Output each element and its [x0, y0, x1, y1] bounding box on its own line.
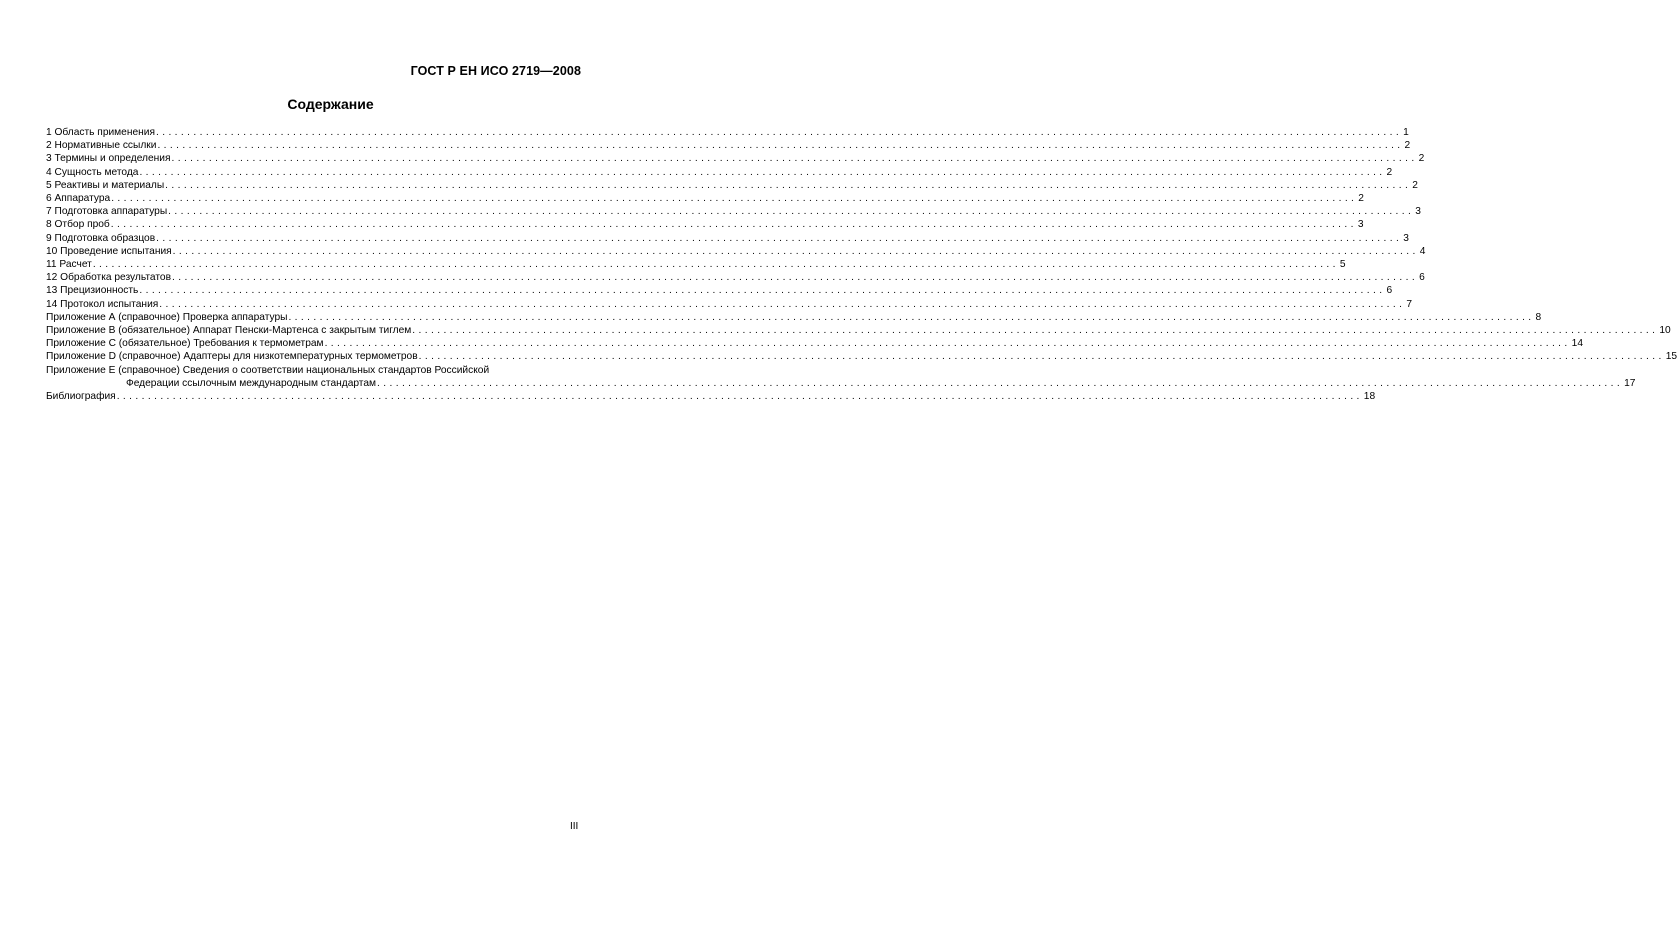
toc-entry-page: 2 — [1404, 140, 1411, 152]
toc-entry-page: 17 — [1624, 377, 1636, 389]
toc-leader-dots: ........................................................................................................................................................................................................ — [157, 140, 1404, 152]
toc-entry[interactable] — [46, 192, 1364, 205]
toc-entry-page: 3 — [1415, 206, 1421, 218]
toc-entry[interactable] — [46, 350, 1677, 363]
toc-entry[interactable] — [46, 139, 1411, 152]
toc-leader-dots: ........................................................................................................................................................................................................ — [377, 377, 1624, 389]
toc-leader-dots: ........................................................................................................................................................................................................ — [412, 325, 1659, 337]
toc-leader-dots: ........................................................................................................................................................................................................ — [156, 232, 1403, 244]
toc-entry-label: 12 Обработка результатов — [46, 272, 171, 284]
table-of-contents — [46, 126, 1677, 403]
toc-leader-dots: ........................................................................................................................................................................................................ — [171, 153, 1418, 165]
toc-entry-page: 7 — [1406, 298, 1413, 310]
toc-entry-label: 9 Подготовка образцов — [46, 232, 156, 244]
toc-leader-dots: ........................................................................................................................................................................................................ — [159, 298, 1406, 310]
toc-leader-dots: ........................................................................................................................................................................................................ — [168, 206, 1415, 218]
toc-entry-multiline[interactable] — [46, 364, 1636, 390]
toc-leader-dots: ........................................................................................................................................................................................................ — [139, 166, 1386, 178]
toc-entry-page: 10 — [1659, 325, 1671, 337]
toc-entry-page: 15 — [1665, 351, 1677, 363]
toc-entry-label: 8 Отбор проб — [46, 219, 110, 231]
toc-entry[interactable] — [46, 179, 1418, 192]
toc-entry-page: 3 — [1403, 232, 1409, 244]
toc-entry-label: 10 Проведение испытания — [46, 245, 172, 257]
toc-entry-page: 4 — [1419, 245, 1426, 257]
toc-leader-dots: ........................................................................................................................................................................................................ — [418, 351, 1665, 363]
toc-entry-label: 5 Реактивы и материалы — [46, 179, 165, 191]
page-title: Содержание — [287, 96, 374, 112]
toc-entry[interactable] — [46, 166, 1393, 179]
toc-entry-page: 8 — [1535, 311, 1542, 323]
toc-entry-page: 1 — [1403, 127, 1409, 138]
toc-entry[interactable] — [46, 271, 1425, 284]
toc-leader-dots: ........................................................................................................................................................................................................ — [110, 219, 1357, 231]
toc-entry-page: 2 — [1386, 166, 1393, 178]
toc-entry-label-continued: Федерации ссылочным международным стандартам — [126, 377, 377, 389]
toc-entry-label: Библиография — [46, 391, 116, 403]
toc-entry[interactable] — [46, 258, 1346, 271]
toc-entry[interactable] — [46, 284, 1393, 297]
page-number: III — [570, 821, 579, 832]
toc-leader-dots: ........................................................................................................................................................................................................ — [172, 245, 1419, 257]
toc-entry-label: 14 Протокол испытания — [46, 298, 159, 310]
toc-entry[interactable] — [46, 324, 1671, 337]
toc-entry[interactable] — [46, 232, 1409, 245]
toc-entry-label: Приложение В (обязательное) Аппарат Пенски-Мартенса с закрытым тиглем — [46, 325, 412, 337]
toc-entry[interactable] — [46, 126, 1409, 139]
toc-entry-label: Приложение С (обязательное) Требования к термометрам — [46, 338, 324, 350]
toc-entry-label: 1 Область применения — [46, 127, 155, 138]
toc-entry-label: 4 Сущность метода — [46, 166, 139, 178]
toc-entry-label: 3 Термины и определения — [46, 153, 171, 165]
document-code: ГОСТ Р ЕН ИСО 2719—2008 — [410, 64, 581, 78]
toc-entry-page: 6 — [1419, 272, 1425, 284]
toc-entry[interactable] — [46, 205, 1421, 218]
toc-entry-label: 11 Расчет — [46, 259, 92, 271]
toc-entry-page: 3 — [1357, 219, 1364, 231]
toc-entry-page: 6 — [1386, 285, 1393, 297]
toc-entry[interactable] — [46, 245, 1426, 258]
toc-leader-dots: ........................................................................................................................................................................................................ — [288, 311, 1535, 323]
toc-entry-label: 7 Подготовка аппаратуры — [46, 206, 168, 218]
toc-entry-page: 14 — [1571, 338, 1583, 350]
toc-leader-dots: ........................................................................................................................................................................................................ — [171, 272, 1419, 284]
toc-entry-label: 6 Аппаратура — [46, 193, 111, 205]
toc-leader-dots: ........................................................................................................................................................................................................ — [324, 338, 1571, 350]
toc-entry-page: 2 — [1418, 153, 1425, 165]
toc-entry-label: Приложение D (справочное) Адаптеры для низкотемпературных термометров — [46, 351, 418, 363]
toc-entry-label: 13 Прецизионность — [46, 285, 139, 297]
toc-entry-page: 2 — [1358, 193, 1364, 205]
toc-leader-dots: ........................................................................................................................................................................................................ — [111, 193, 1358, 205]
toc-entry-page: 2 — [1412, 179, 1418, 191]
toc-entry-label: 2 Нормативные ссылки — [46, 140, 157, 152]
toc-leader-dots: ........................................................................................................................................................................................................ — [155, 127, 1403, 138]
toc-entry[interactable] — [46, 218, 1364, 231]
toc-entry[interactable] — [46, 152, 1425, 165]
toc-leader-dots: ........................................................................................................................................................................................................ — [165, 179, 1412, 191]
toc-entry-label: Приложение Е (справочное) Сведения о соответствии национальных стандартов Российской — [46, 364, 490, 376]
toc-entry[interactable] — [46, 337, 1583, 350]
toc-entry-page: 5 — [1339, 259, 1346, 271]
toc-leader-dots: ........................................................................................................................................................................................................ — [92, 259, 1339, 271]
toc-entry[interactable] — [46, 390, 1376, 403]
toc-entry[interactable] — [46, 298, 1413, 311]
toc-leader-dots: ........................................................................................................................................................................................................ — [139, 285, 1386, 297]
toc-leader-dots: ........................................................................................................................................................................................................ — [116, 391, 1363, 403]
toc-entry-label: Приложение А (справочное) Проверка аппаратуры — [46, 311, 288, 323]
toc-entry[interactable] — [46, 311, 1542, 324]
toc-entry-page: 18 — [1363, 391, 1376, 403]
